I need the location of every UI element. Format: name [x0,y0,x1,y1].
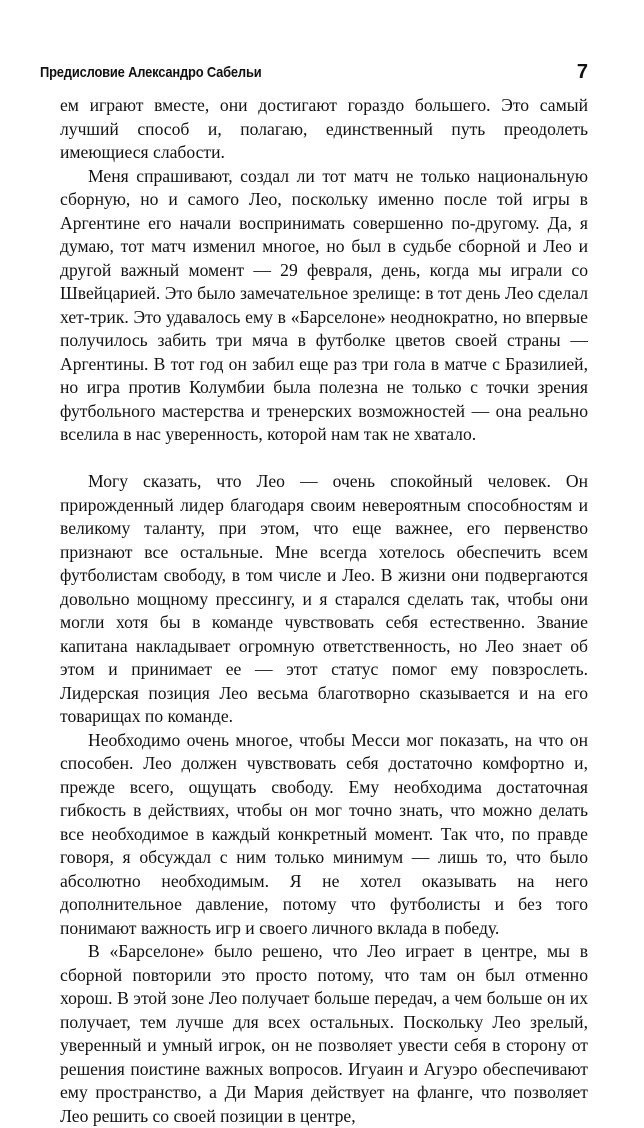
paragraph: Необходимо очень многое, чтобы Месси мог показать, на что он способен. Лео должен чувствовать себя достаточно комфортно и, прежде всего, ощущать свободу. Ему необходима достаточная гибкость в действиях, чтобы он мог точно знать, что можно делать все необходимое в каждый конкретный момент. Так что, по правде говоря, я обсуждал с ним только минимум — лишь то, что было абсолютно необходимым. Я не хотел оказывать на него дополнительное давление, потому что футболисты и без того понимают важность игр и своего личного вклада в победу. [60,729,588,938]
running-header [40,61,588,88]
body-text [60,94,588,1128]
paragraph: Меня спрашивают, создал ли тот матч не только национальную сборную, но и самого Лео, поскольку именно после той игры в Аргентине его начали воспринимать совершенно по-другому. Да, я думаю, тот матч изменил многое, но был в судьбе сборной и Лео и другой важный момент — 29 февраля, день, когда мы играли со Швейцарией. Это было замечательное зрелище: в тот день Лео сделал хет-трик. Это удавалось ему в «Барселоне» неоднократно, но впервые получилось забить три мяча в футболке цветов своей страны — Аргентины. В тот год он забил еще раз три гола в матче с Бразилией, но игра против Колумбии была полезна не только с точки зрения футбольного мастерства и тренерских возможностей — она реально вселила в нас уверенность, которой нам так не хватало. [60,165,588,444]
running-header-title: Предисловие Александро Сабельи [40,64,262,81]
page-number: 7 [576,61,588,83]
paragraph: В «Барселоне» было решено, что Лео играет в центре, мы в сборной повторили это просто потому, что там он был отменно хорош. В этой зоне Лео получает больше передач, а чем больше он их получает, тем лучше для всех остальных. Поскольку Лео зрелый, уверенный и умный игрок, он не позволяет увести себя в сторону от решения поистине важных вопросов. Игуаин и Агуэро обеспечивают ему пространство, а Ди Мария действует на фланге, что позволяет Лео решить со своей позиции в центре, [60,941,588,1126]
paragraph-continuation: ем играют вместе, они достигают гораздо большего. Это самый лучший способ и, полагаю, единственный путь преодолеть имеющиеся слабости. [60,95,588,162]
paragraph: Могу сказать, что Лео — очень спокойный человек. Он прирожденный лидер благодаря своим невероятным способностям и великому таланту, при этом, что еще важнее, его первенство признают все остальные. Мне всегда хотелось обеспечить всем футболистам свободу, в том числе и Лео. В жизни они подвергаются довольно мощному прессингу, и я старался сделать так, чтобы они могли хотя бы в команде чувствовать себя естественно. Звание капитана накладывает огромную ответственность, но Лео знает об этом и принимает ее — этот статус помог ему повзрослеть. Лидерская позиция Лео весьма благотворно сказывается и на его товарищах по команде. [60,471,588,726]
